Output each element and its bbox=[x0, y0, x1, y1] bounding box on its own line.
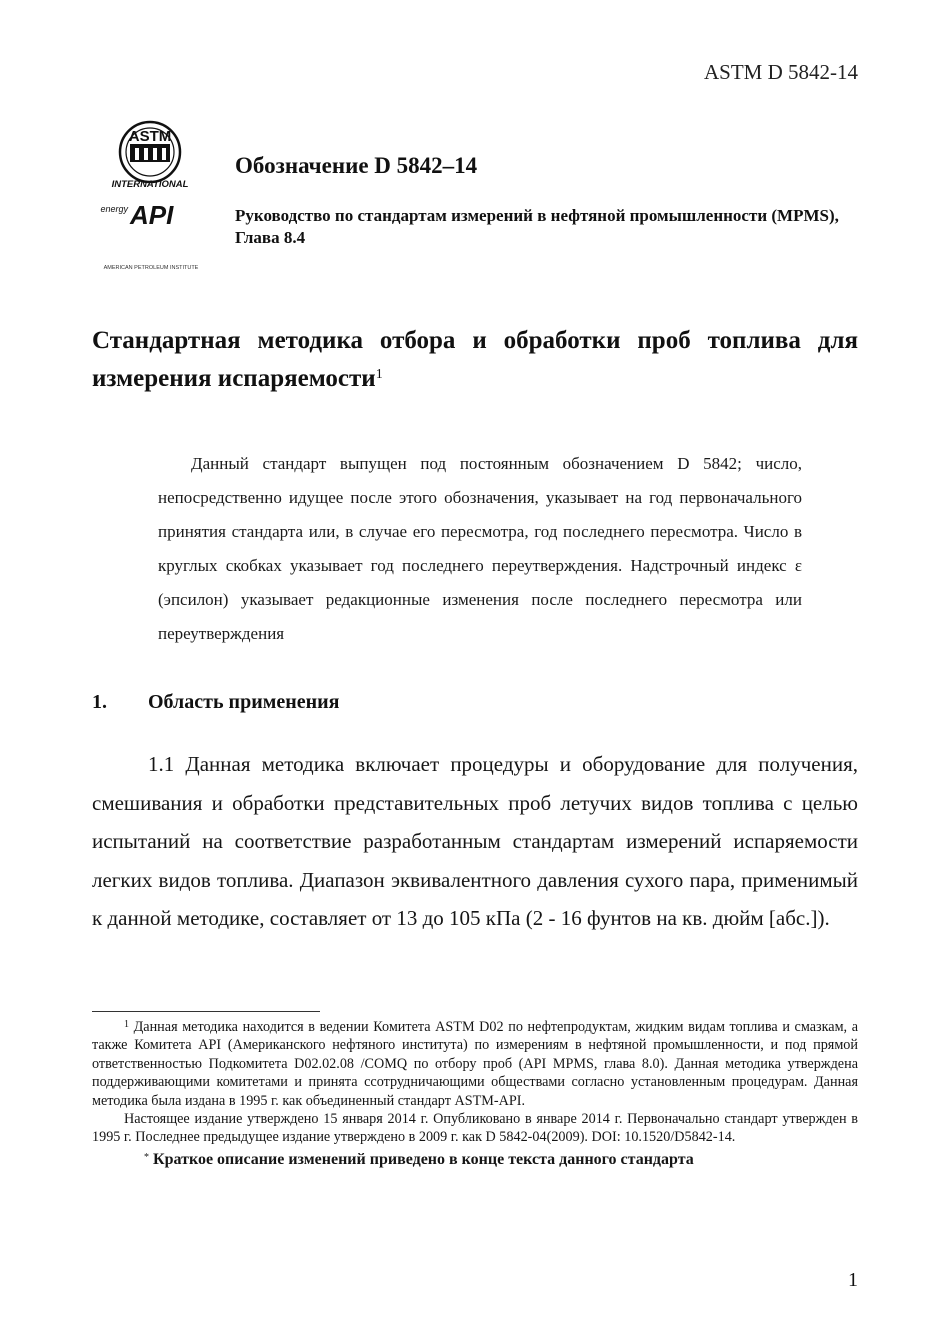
mpms-subtitle: Руководство по стандартам измерений в нефтяной промышленности (MPMS), Глава 8.4 bbox=[235, 206, 839, 247]
main-title bbox=[92, 322, 858, 398]
designation-title: Обозначение D 5842–14 bbox=[235, 153, 478, 178]
footnote-changes-text: Краткое описание изменений приведено в конце текста данного стандарта bbox=[153, 1150, 694, 1168]
main-title-text: Стандартная методика отбора и обработки проб топлива для измерения испаряемости bbox=[92, 327, 858, 392]
api-mark: API bbox=[130, 200, 174, 230]
astm-api-logos bbox=[92, 112, 222, 277]
issuance-note-text: Данный стандарт выпущен под постоянным обозначением D 5842; число, непосредственно идущее после этого обозначения, указывает на год первоначального принятия стандарта или, в случае его пересмотра, год последнего пересмотра. Число в круглых скобках указывает год последнего переутверждения. Надстрочный индекс ε (эпсилон) указывает редакционные изменения после последнего пересмотра или переутверждения bbox=[158, 454, 802, 643]
section-heading bbox=[92, 688, 340, 716]
issuance-note bbox=[158, 447, 802, 651]
api-logo bbox=[100, 200, 198, 271]
section-body bbox=[92, 745, 858, 938]
api-prefix: energy bbox=[100, 204, 128, 214]
astm-logo bbox=[112, 122, 189, 190]
api-caption: AMERICAN PETROLEUM INSTITUTE bbox=[103, 265, 199, 271]
footnote-edition: Настоящее издание утверждено 15 января 2014 г. Опубликовано в январе 2014 г. Первоначально стандарт утвержден в 1995 г. Последнее предыдущее издание утверждено в 2009 г. как D 5842-04(2009). DOI: 10.1520/D5842-14. bbox=[92, 1111, 858, 1146]
section-title: Область применения bbox=[148, 691, 340, 713]
footnote-1-text: Данная методика находится в ведении Комитета ASTM D02 по нефтепродуктам, жидким видам топлива и смазкам, а также Комитета API (Американского нефтяного института) по измерениям в нефтяной промышленности, и под прямой ответственностью Подкомитета D02.02.08 /COMQ по отбору проб (API MPMS, глава 8.0). Данная методика утверждена поддерживающими комитетами и принята ссотрудничающими обществами согласно установленным процедурам. Данная методика была издана в 1995 г. как объединенный стандарт ASTM-API. bbox=[92, 1019, 859, 1109]
footnotes bbox=[92, 1018, 858, 1171]
astm-letters: ASTM bbox=[128, 128, 172, 145]
section-paragraph: 1.1 Данная методика включает процедуры и оборудование для получения, смешивания и обработки представительных проб летучих видов топлива с целью испытаний на соответствие разработанным стандартам измерений испаряемости легких видов топлива. Диапазон эквивалентного давления сухого пара, применимый к данной методике, составляет от 13 до 105 кПа (2 - 16 фунтов на кв. дюйм [абс.]). bbox=[92, 752, 858, 930]
section-number: 1. bbox=[92, 691, 107, 713]
footnote-divider bbox=[92, 1011, 320, 1012]
footnote-1-mark: 1 bbox=[124, 1019, 129, 1030]
astm-caption: INTERNATIONAL bbox=[111, 179, 189, 190]
header-document-ref: ASTM D 5842-14 bbox=[703, 60, 858, 84]
logo-block bbox=[92, 112, 222, 277]
footnote-changes bbox=[92, 1149, 858, 1171]
footnote-1 bbox=[92, 1018, 858, 1110]
page-number: 1 bbox=[848, 1269, 858, 1291]
footnote-changes-mark: * bbox=[144, 1151, 149, 1163]
main-title-footnote-mark: 1 bbox=[375, 367, 383, 382]
